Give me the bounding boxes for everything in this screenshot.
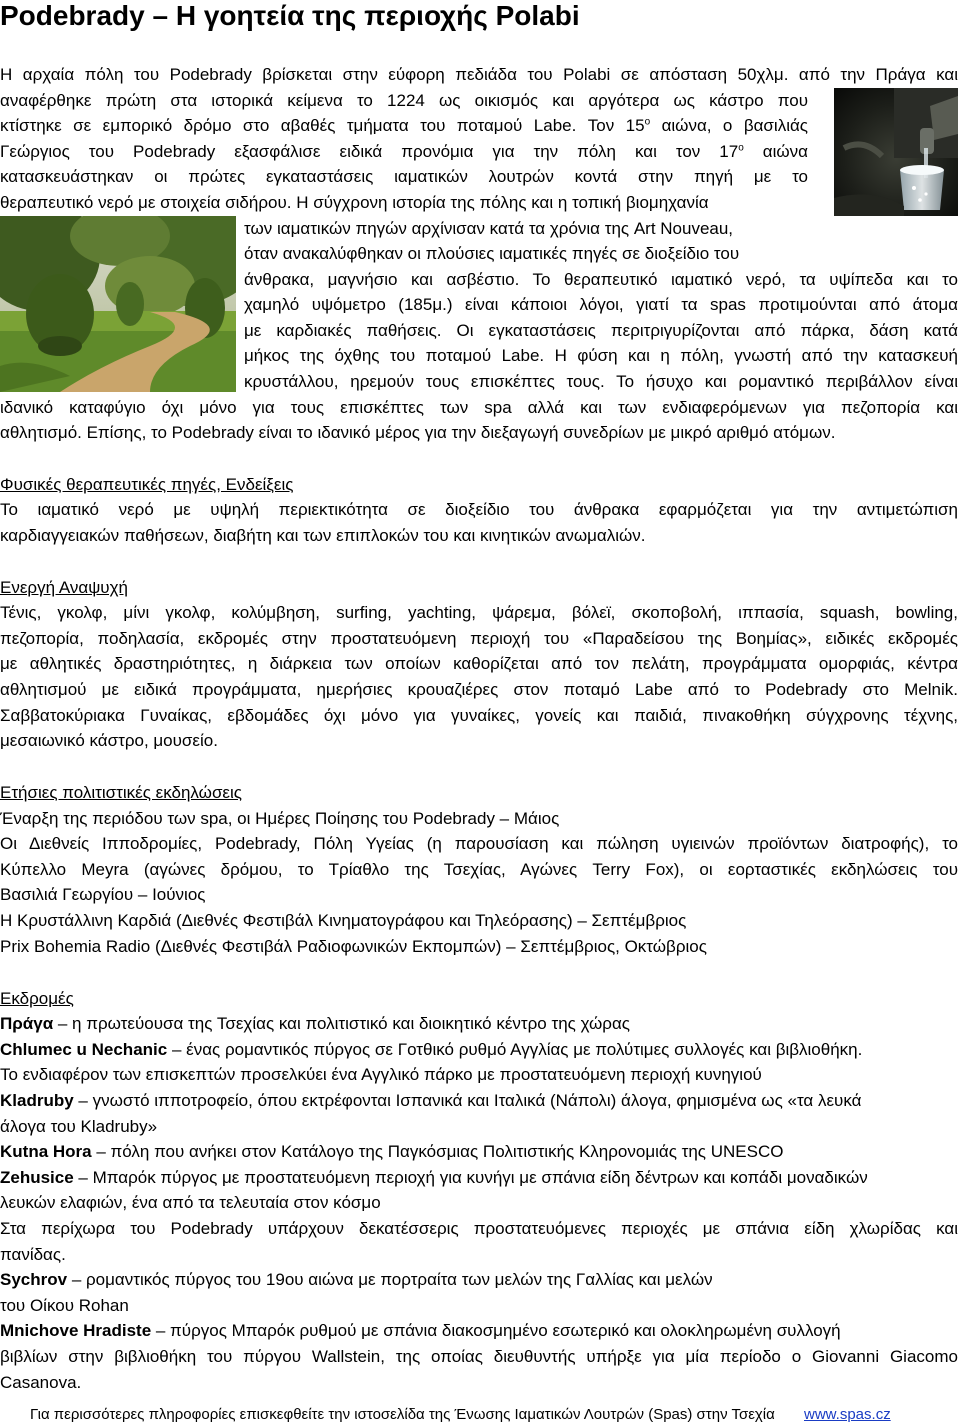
excursion-podebrady-line-1: Στα περίχωρα του Podebrady υπάρχουν δεκατέσσερις προστατευόμενες περιοχές με σπάνια είδη χλωρίδας και	[0, 1219, 958, 1238]
recreation-line-6: μεσαιωνικό κάστρο, μουσείο.	[0, 731, 218, 750]
intro-line-5: κατασκευάστηκαν οι πρώτες εγκαταστάσεις ιαματικών λουτρών κοντά στην πηγή με το	[0, 167, 808, 186]
intro-line-11: με καρδιακές παθήσεις. Οι εγκαταστάσεις περιτριγυρίζονται από πάρκα, δάση κατά	[244, 321, 958, 340]
excursion-sychrov: Sychrov – ρομαντικός πύργος του 19ου αιώνα με πορτραίτα των μελών της Γαλλίας και μελών	[0, 1270, 713, 1289]
intro-line-13: κρυστάλλου, ηρεμούν τους επισκέπτες τους. Το ήσυχο και ρομαντικό περιβάλλον είναι	[244, 372, 958, 391]
intro-line-2: αναφέρθηκε πρώτη στα ιστορικά κείμενα το 1224 ως οικισμός και αργότερα ως κάστρο που	[0, 91, 808, 110]
excursion-prague: Πράγα – η πρωτεύουσα της Τσεχίας και πολιτιστικό και διοικητικό κέντρο της χώρας	[0, 1014, 630, 1033]
recreation-line-1: Τένις, γκολφ, μίνι γκολφ, κολύμβηση, surfing, yachting, ψάρεμα, βόλεϊ, σκοποβολή, ιππασία, squash, bowling,	[0, 603, 958, 622]
intro-line-4: Γεώργιος του Podebrady εξασφάλισε ειδικά προνόμια για την πόλη και τον $17^o$ αιώνα	[0, 142, 808, 161]
spa-water-photo	[834, 88, 958, 216]
recreation-line-5: Σαββατοκύριακα Γυναίκας, εβδομάδες όχι μόνο για γυναίκες, γονείς και παιδιά, πινακοθήκη σύγχρονης τέχνης,	[0, 706, 958, 725]
recreation-line-3: με αθλητικές δραστηριότητες, η διάρκεια των οποίων καθορίζεται από τον πελάτη, προγράμματα ομορφιάς, κέντρα	[0, 654, 958, 673]
excursion-chlumec: Chlumec u Nechanic – ένας ρομαντικός πύργος σε Γοτθικό ρυθμό Αγγλίας με πολύτιμες συλλογές και βιβλιοθήκη.	[0, 1040, 863, 1059]
springs-line-2: καρδιαγγειακών παθήσεων, διαβήτη και των επιπλοκών του και κινητικών ανωμαλιών.	[0, 526, 646, 545]
intro-line-6: θεραπευτικό νερό με στοιχεία σιδήρου. Η σύγχρονη ιστορία της πόλης και η τοπική βιομηχανία	[0, 193, 709, 212]
excursion-sychrov-line-2: του Οίκου Rohan	[0, 1296, 129, 1315]
excursion-zehusice-line-2: λευκών ελαφιών, ένα από τα τελευταία στον κόσμο	[0, 1193, 381, 1212]
recreation-line-2: πεζοπορία, ποδηλασία, εκδρομές στην προστατευόμενη περιοχή του «Παραδείσου της Βοημίας», ειδικές εκδρομές	[0, 629, 958, 648]
excursions-heading: Εκδρομές	[0, 989, 74, 1008]
events-line-1: Έναρξη της περιόδου των spa, οι Ημέρες Ποίησης του Podebrady – Μάιος	[0, 809, 560, 828]
recreation-heading: Ενεργή Αναψυχή	[0, 578, 128, 597]
events-line-3: Κύπελλο Meyra (αγώνες δρόμου, το Τρίαθλο της Τσεχίας, Αγώνες Terry Fox), οι εορταστικές εκδηλώσεις του	[0, 860, 958, 879]
excursion-kladruby: Kladruby – γνωστό ιπποτροφείο, όπου εκτρέφονται Ισπανικά και Ιταλικά (Νάπολι) άλογα, φημισμένα ως «τα λευκά	[0, 1091, 862, 1110]
excursion-mnichove-line-3: Casanova.	[0, 1373, 82, 1392]
events-line-5: Η Κρυστάλλινη Καρδιά (Διεθνές Φεστιβάλ Κινηματογράφου και Τηλεόρασης) – Σεπτέμβριος	[0, 911, 687, 930]
excursion-mnichove: Mnichove Hradiste – πύργος Μπαρόκ ρυθμού με σπάνια διακοσμημένο εσωτερικό και ολοκληρωμένη συλλογή	[0, 1321, 841, 1340]
recreation-line-4: αθλητισμού με ειδικά προγράμματα, ημερήσιες κρουαζιέρες στον ποταμό Labe από το Podebrady στο Melnik.	[0, 680, 958, 699]
footer-text: Για περισσότερες πληροφορίες επισκεφθείτε την ιστοσελίδα της Ένωσης Ιαματικών Λουτρών (Spas) στην Τσεχία	[30, 1406, 775, 1423]
excursion-zehusice: Zehusice – Μπαρόκ πύργος με προστατευόμενη περιοχή για κυνήγι με σπάνια είδη δέντρων και κοπάδι μοναδικών	[0, 1168, 868, 1187]
intro-line-8: όταν ανακαλύφθηκαν οι πλούσιες ιαματικές πηγές σε διοξείδιο του	[244, 244, 740, 263]
excursion-kutna-hora: Kutna Hora – πόλη που ανήκει στον Κατάλογο της Παγκόσμιας Πολιτιστικής Κληρονομιάς της UNESCO	[0, 1142, 784, 1161]
intro-line-12: μήκος της όχθης του ποταμού Labe. Η φύση και η πόλη, γνωστή από την κατασκευή	[244, 346, 958, 365]
events-line-2: Οι Διεθνείς Ιπποδρομίες, Podebrady, Πόλη Υγείας (η παρουσίαση και πώληση υγιεινών προϊόντων διατροφής), το	[0, 834, 958, 853]
excursion-kladruby-line-2: άλογα του Kladruby»	[0, 1117, 158, 1136]
intro-line-1: Η αρχαία πόλη του Podebrady βρίσκεται στην εύφορη πεδιάδα του Polabi σε απόσταση 50χλμ. από την Πράγα και	[0, 65, 958, 84]
events-line-6: Prix Bohemia Radio (Διεθνές Φεστιβάλ Ραδιοφωνικών Εκπομπών) – Σεπτέμβριος, Οκτώβριος	[0, 937, 707, 956]
footer-link[interactable]: www.spas.cz	[804, 1406, 891, 1423]
footer	[30, 1404, 891, 1426]
intro-line-9: άνθρακα, μαγνήσιο και ασβέστιο. Το θεραπευτικό ιαματικό νερό, τα υψίπεδα και το	[244, 270, 958, 289]
intro-line-15: αθλητισμό. Επίσης, το Podebrady είναι το ιδανικό μέρος για την διεξαγωγή συνεδρίων με μικρό αριθμό ατόμων.	[0, 423, 836, 442]
page-title: Podebrady – Η γοητεία της περιοχής Polabi	[0, 0, 580, 31]
park-photo	[0, 216, 236, 392]
excursion-mnichove-line-2: βιβλίων στην βιβλιοθήκη του πύργου Wallstein, της οποίας διευθυντής υπήρξε για μία περίοδο ο Giovanni Giacomo	[0, 1347, 958, 1366]
springs-heading: Φυσικές θεραπευτικές πηγές, Ενδείξεις	[0, 475, 294, 494]
intro-line-7: των ιαματικών πηγών αρχίνισαν κατά τα χρόνια της Art Nouveau,	[244, 219, 734, 238]
springs-line-1: Το ιαματικό νερό με υψηλή περιεκτικότητα σε διοξείδιο του άνθρακα εφαρμόζεται για την αντιμετώπιση	[0, 500, 958, 519]
intro-line-14: ιδανικό καταφύγιο όχι μόνο για τους επισκέπτες των spa αλλά και των ενδιαφερόμενων για πεζοπορία και	[0, 398, 958, 417]
intro-line-3: κτίστηκε σε εμπορικό δρόμο στο αβαθές τμήματα του ποταμού Labe. Τον $15^o$ αιώνα, ο βασιλιάς	[0, 116, 808, 135]
intro-line-10: χαμηλό υψόμετρο (185μ.) είναι κάποιοι λόγοι, γιατί τα spas προτιμούνται από άτομα	[244, 295, 958, 314]
excursion-chlumec-line-2: Το ενδιαφέρον των επισκεπτών προσελκύει ένα Αγγλικό πάρκο με προστατευόμενη περιοχή κυνηγιού	[0, 1065, 762, 1084]
events-line-4: Βασιλιά Γεωργίου – Ιούνιος	[0, 885, 206, 904]
excursion-podebrady-line-2: πανίδας.	[0, 1245, 66, 1264]
events-heading: Ετήσιες πολιτιστικές εκδηλώσεις	[0, 783, 242, 802]
